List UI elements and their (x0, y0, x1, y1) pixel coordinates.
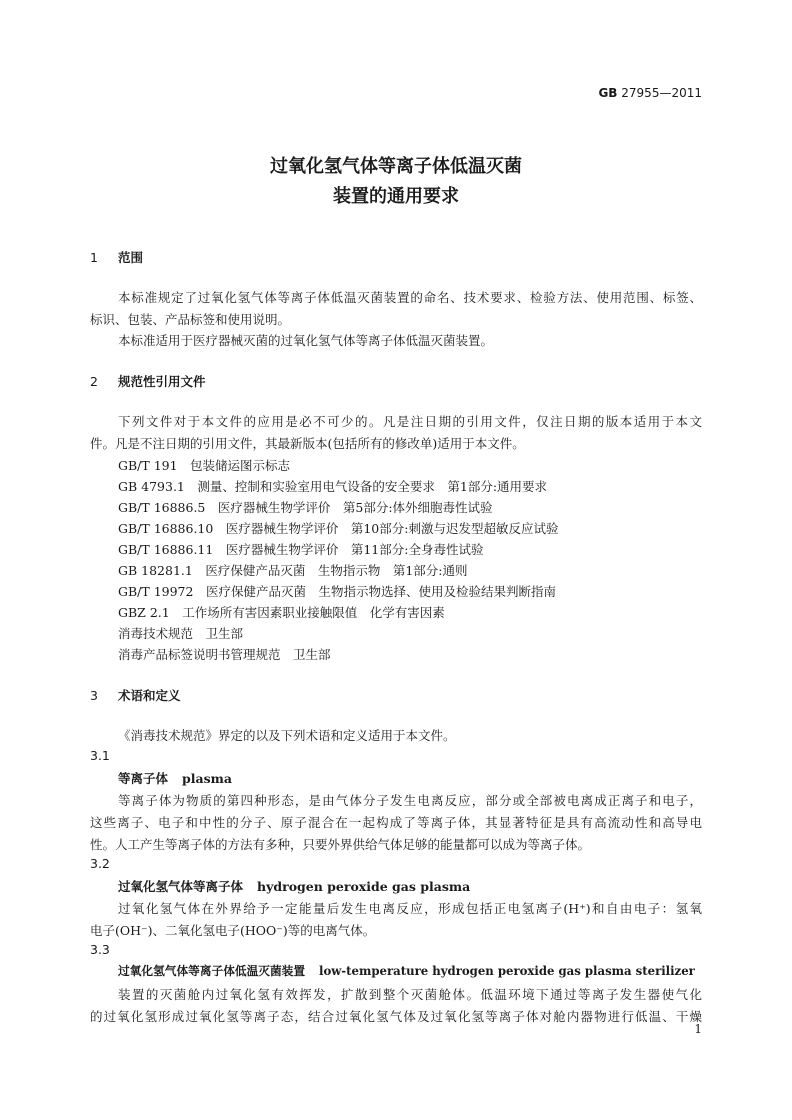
clause-number: 3.2 (90, 856, 110, 871)
term-en: low-temperature hydrogen peroxide gas plasma sterilizer (319, 964, 695, 978)
term-en: hydrogen peroxide gas plasma (257, 879, 471, 894)
term-en: plasma (182, 771, 232, 786)
term-zh: 过氧化氢气体等离子体低温灭菌装置 (118, 964, 306, 978)
section-number: 1 (90, 250, 98, 265)
reference-item: GB/T 16886.11 医疗器械生物学评价 第11部分:全身毒性试验 (118, 542, 484, 557)
standard-prefix: GB (598, 86, 618, 100)
section-3-heading (90, 686, 181, 704)
term-zh: 等离子体 (118, 771, 169, 786)
term-zh: 过氧化氢气体等离子体 (118, 879, 244, 894)
paragraph-line: 电子(OH⁻)、二氧化氢电子(HOO⁻)等的电离气体。 (90, 923, 376, 938)
term-heading (118, 877, 470, 895)
doc-title-line2: 装置的通用要求 (333, 186, 459, 207)
paragraph-line (90, 791, 702, 809)
standard-code: 27955—2011 (621, 86, 702, 100)
text: 过氧化氢气体在外界给予一定能量后发生电离反应，形成包括正电氢离子(H⁺)和自由电子：氢氧 (118, 901, 702, 916)
paragraph-line: 件。凡是不注日期的引用文件，其最新版本(包括所有的修改单)适用于本文件。 (90, 436, 525, 451)
reference-item: 消毒技术规范 卫生部 (118, 626, 244, 641)
clause-number: 3.1 (90, 748, 110, 763)
text: 装置的灭菌舱内过氧化氢有效挥发，扩散到整个灭菌舱体。低温环境下通过等离子发生器使气化 (118, 987, 702, 1002)
paragraph-line: 标识、包装、产品标签和使用说明。 (90, 312, 291, 327)
section-2-heading (90, 372, 206, 390)
section-title: 范围 (118, 250, 144, 265)
reference-item: GB 4793.1 测量、控制和实验室用电气设备的安全要求 第1部分:通用要求 (118, 479, 548, 494)
reference-item: GBZ 2.1 工作场所有害因素职业接触限值 化学有害因素 (118, 605, 445, 620)
paragraph-line: 本标准适用于医疗器械灭菌的过氧化氢气体等离子体低温灭菌装置。 (118, 333, 494, 348)
standard-number (598, 86, 702, 100)
text: 下列文件对于本文件的应用是必不可少的。凡是注日期的引用文件，仅注日期的版本适用于本文 (118, 414, 702, 429)
section-number: 2 (90, 374, 98, 389)
term-heading (118, 963, 695, 979)
reference-item: GB/T 191 包装储运图示标志 (118, 458, 291, 473)
text: 等离子体为物质的第四种形态，是由气体分子发生电离反应，部分或全部被电离成正离子和电子， (118, 793, 702, 808)
section-1-heading (90, 248, 143, 266)
paragraph-line: 这些离子、电子和中性的分子、原子混合在一起构成了等离子体，其显著特征是具有高流动性和高导电 (90, 815, 702, 830)
section-title: 规范性引用文件 (118, 374, 206, 389)
paragraph-line: 性。人工产生等离子体的方法有多种，只要外界供给气体足够的能量都可以成为等离子体。 (90, 837, 591, 852)
paragraph-line (90, 985, 702, 1003)
paragraph-line (90, 412, 702, 430)
paragraph-line: 《消毒技术规范》界定的以及下列术语和定义适用于本文件。 (118, 728, 456, 743)
section-title: 术语和定义 (118, 688, 181, 703)
clause-number: 3.3 (90, 942, 110, 957)
text: 本标准规定了过氧化氢气体等离子体低温灭菌装置的命名、技术要求、检验方法、使用范围、标签、 (118, 290, 702, 305)
reference-item: GB 18281.1 医疗保健产品灭菌 生物指示物 第1部分:通则 (118, 563, 468, 578)
reference-item: 消毒产品标签说明书管理规范 卫生部 (118, 647, 331, 662)
term-heading (118, 769, 232, 787)
reference-item: GB/T 16886.10 医疗器械生物学评价 第10部分:刺激与迟发型超敏反应试验 (118, 521, 559, 536)
doc-title-line1: 过氧化氢气体等离子体低温灭菌 (270, 156, 522, 177)
paragraph-line (90, 288, 702, 306)
reference-item: GB/T 19972 医疗保健产品灭菌 生物指示物选择、使用及检验结果判断指南 (118, 584, 556, 599)
reference-item: GB/T 16886.5 医疗器械生物学评价 第5部分:体外细胞毒性试验 (118, 500, 493, 515)
page-number: 1 (694, 1022, 702, 1036)
paragraph-line (90, 899, 702, 917)
paragraph-line: 的过氧化氢形成过氧化氢等离子态，结合过氧化氢气体及过氧化氢等离子体对舱内器物进行低温、干燥 (90, 1009, 702, 1024)
section-number: 3 (90, 688, 98, 703)
